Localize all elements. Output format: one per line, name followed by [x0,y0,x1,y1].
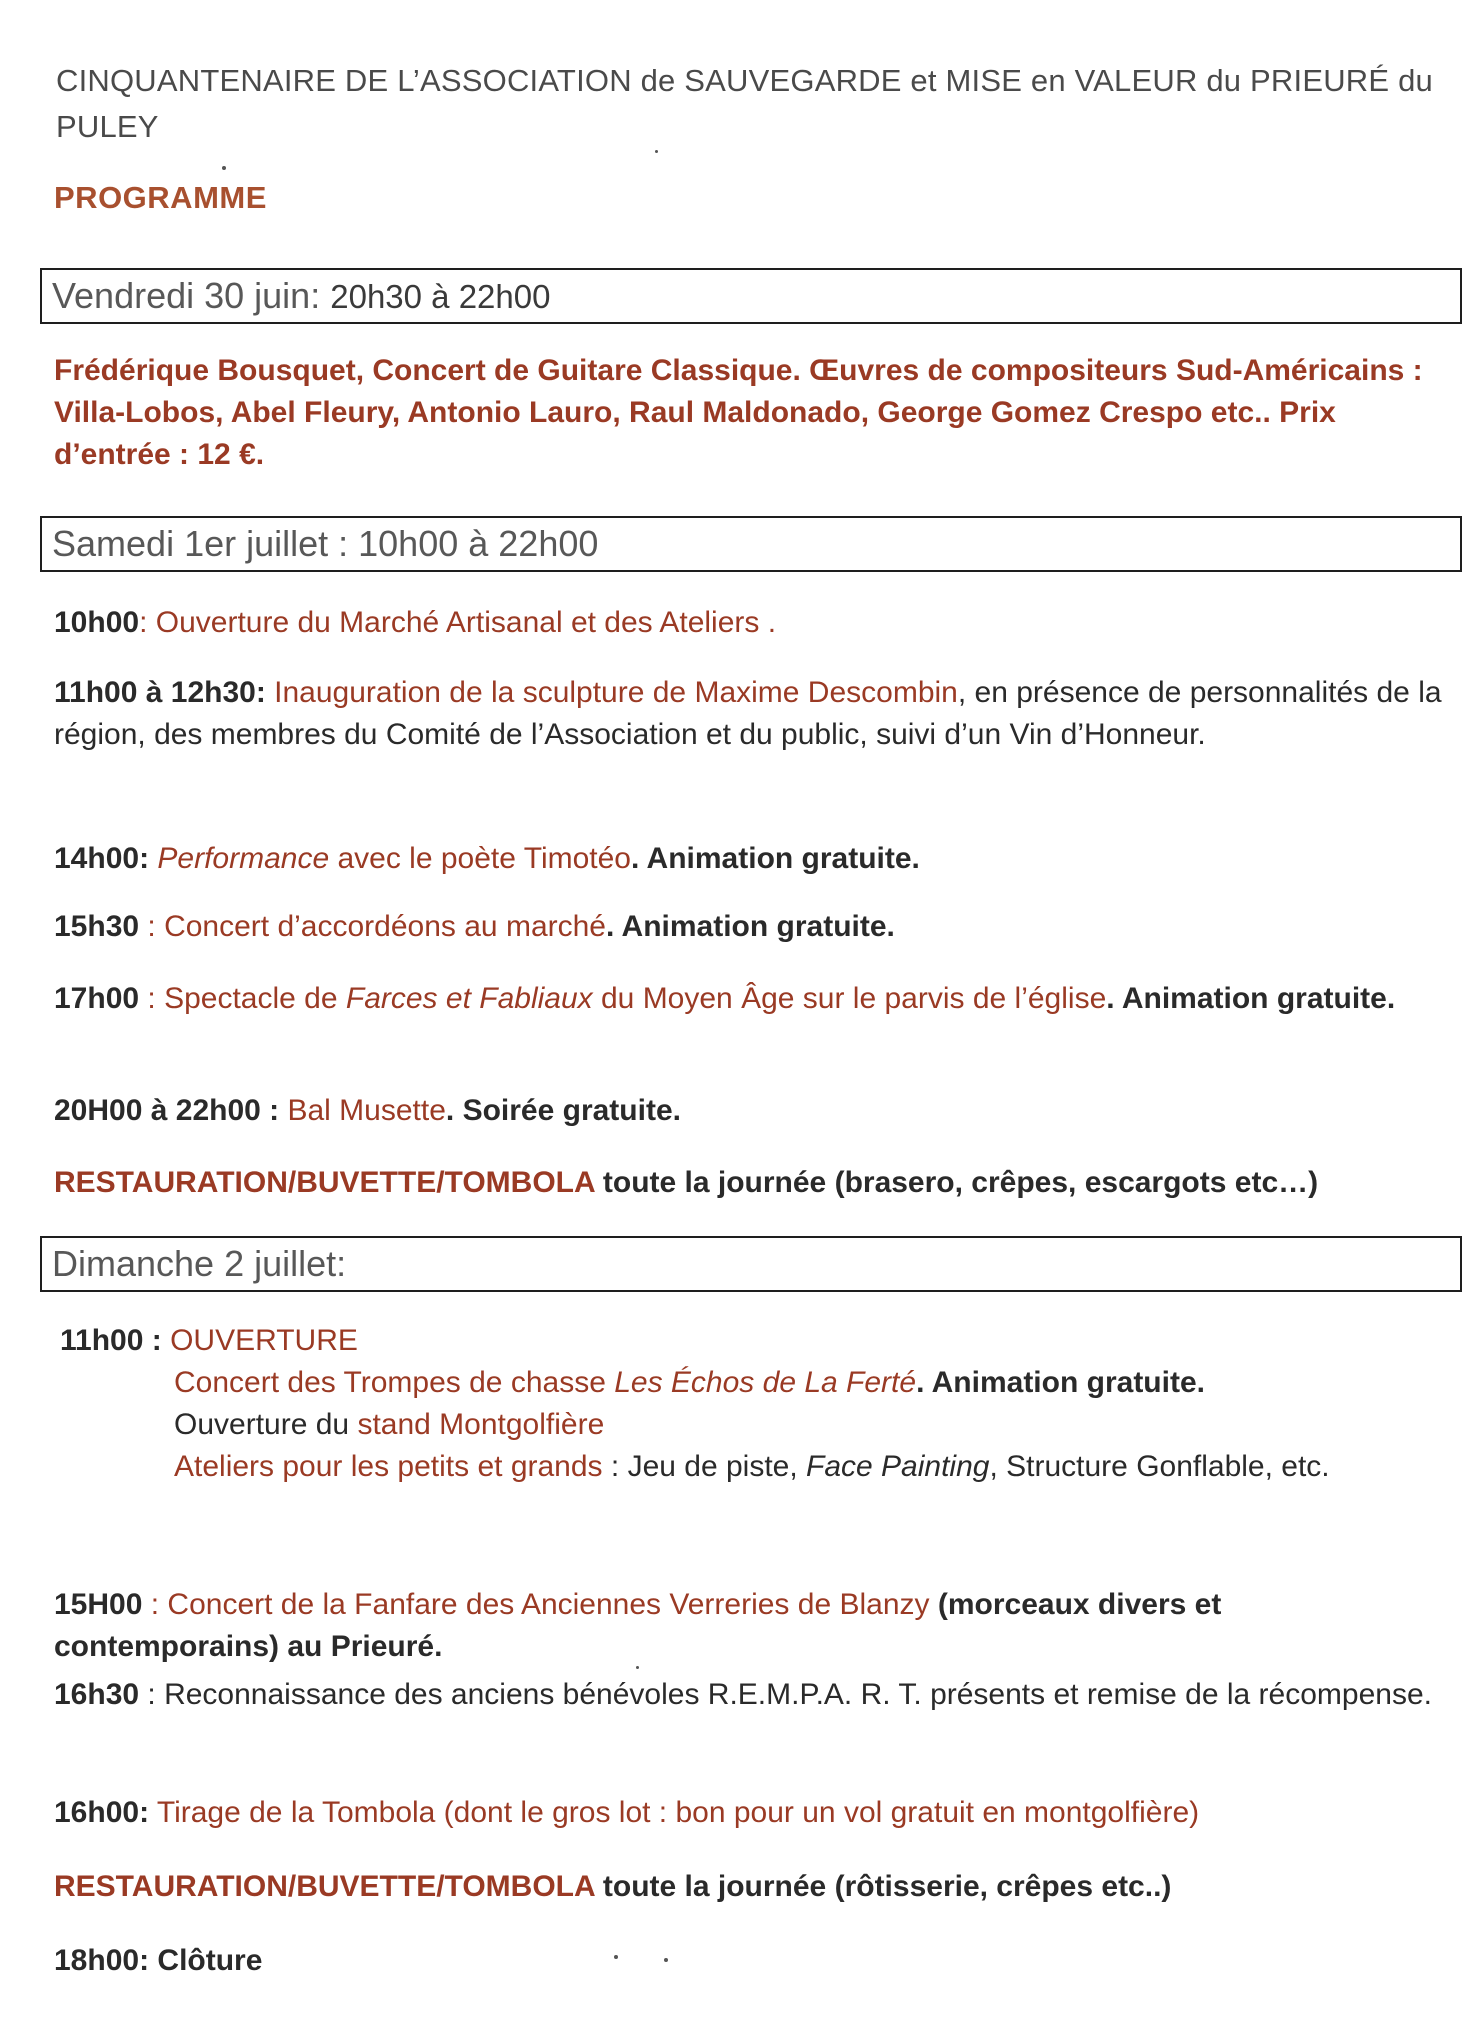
event-desc: , en présence de personnalités de la région, des membres du Comité de l’Association et du public, suivi d’un Vin d’Honneur. [54,676,1442,751]
event-performance [54,838,1454,880]
event-desc: . Animation gratuite. [1106,982,1396,1015]
event-desc-highlight: avec le poète Timotéo [329,842,631,875]
day-header-saturday [40,516,1462,572]
event-tombola-draw [54,1792,1454,1834]
event-desc: . Animation gratuite. [631,842,920,875]
event-desc-highlight: Bal Musette [279,1094,446,1127]
event-bal-musette [54,1090,1454,1132]
event-desc: (morceaux divers et contemporains) au Prieuré. [54,1588,1222,1663]
event-volunteers-recognition [54,1674,1454,1716]
event-time: 11h00 à 12h30: [54,676,266,709]
event-time: 16h30 [54,1678,140,1711]
restauration-desc: toute la journée (brasero, crêpes, escargots etc…) [594,1166,1319,1199]
opening-details [54,1362,1434,1488]
event-farces-show [54,978,1454,1020]
day-hours: 20h30 à 22h00 [330,278,551,315]
event-accordion-concert [54,906,1454,948]
event-desc: : Reconnaissance des anciens bénévoles R.E.M.P.A. R. T. présents et remise de la récompense. [139,1678,1432,1711]
day-header-friday [40,268,1462,324]
event-desc: Clôture [149,1944,263,1977]
document-title: CINQUANTENAIRE DE L’ASSOCIATION de SAUVEGARDE et MISE en VALEUR du PRIEURÉ du PULEY [56,63,1433,144]
event-time: 17h00 [54,982,140,1015]
opening-line-balloon-stand [174,1404,1434,1446]
event-desc-italic: Farces et Fabliaux [345,982,593,1015]
event-desc-highlight: Inauguration de la sculpture de Maxime Descombin [265,676,958,709]
event-time: 15H00 [54,1588,143,1621]
event-desc: . Animation gratuite. [605,910,895,943]
saturday-restauration [54,1162,1454,1204]
restauration-label: RESTAURATION/BUVETTE/TOMBOLA [54,1870,595,1903]
event-desc-highlight: du Moyen Âge sur le parvis de l’église [592,982,1107,1015]
detail-italic: Les Échos de La Ferté [614,1366,917,1399]
event-desc-highlight: : Concert de la Fanfare des Anciennes Verreries de Blanzy [142,1588,930,1621]
restauration-desc: toute la journée (rôtisserie, crêpes etc..) [594,1870,1172,1903]
detail-italic: Face Painting [806,1450,990,1483]
scan-speck [636,1666,639,1669]
scan-speck [614,1955,618,1959]
detail-text: . Animation gratuite. [916,1366,1205,1399]
detail-highlight: Ateliers pour les petits et grands [174,1450,603,1483]
detail-text: : Jeu de piste, [602,1450,807,1483]
event-desc-highlight: : Concert d’accordéons au marché [139,910,606,943]
event-desc-italic: Performance [149,842,330,875]
event-time: 15h30 [54,910,140,943]
programme-heading: PROGRAMME [54,180,267,215]
event-time: 20H00 à 22h00 : [54,1094,280,1127]
scan-speck [655,150,658,153]
event-time: 10h00 [54,606,140,639]
day-label: Dimanche 2 juillet: [52,1243,347,1284]
event-closing [54,1940,1454,1982]
event-opening [60,1320,1460,1362]
detail-text: , Structure Gonflable, etc. [989,1450,1330,1483]
event-inauguration [54,672,1454,756]
sunday-restauration [54,1866,1454,1908]
event-desc-highlight: : Spectacle de [139,982,346,1015]
detail-text: Ouverture du [174,1408,358,1441]
event-fanfare [54,1584,1454,1668]
event-time: 14h00: [54,842,150,875]
detail-highlight: Concert des Trompes de chasse [174,1366,615,1399]
restauration-label: RESTAURATION/BUVETTE/TOMBOLA [54,1166,595,1199]
day-header-sunday [40,1236,1462,1292]
event-desc-highlight: OUVERTURE [161,1324,358,1357]
event-desc-highlight: Tirage de la Tombola (dont le gros lot : bon pour un vol gratuit en montgolfière) [149,1796,1200,1829]
event-market-opening [54,602,1454,644]
scan-speck [222,166,226,170]
event-desc: : Ouverture du Marché Artisanal et des Ateliers . [139,606,777,639]
event-time: 16h00: [54,1796,150,1829]
day-label: Vendredi 30 juin: [52,275,321,316]
detail-highlight: stand Montgolfière [357,1408,605,1441]
opening-line-hunting-horns [174,1362,1434,1404]
event-time: 18h00: [54,1944,150,1977]
day-label: Samedi 1er juillet : 10h00 à 22h00 [52,523,599,564]
friday-concert-text: Frédérique Bousquet, Concert de Guitare Classique. Œuvres de compositeurs Sud-Américains : Villa-Lobos, Abel Fleury, Antonio Lauro, Raul Maldonado, George Gomez Crespo etc.. Prix d’entrée : 12 €. [54,354,1423,471]
scan-speck [664,1958,668,1962]
event-time: 11h00 : [60,1324,162,1357]
opening-line-workshops [174,1446,1434,1488]
event-desc: . Soirée gratuite. [445,1094,681,1127]
